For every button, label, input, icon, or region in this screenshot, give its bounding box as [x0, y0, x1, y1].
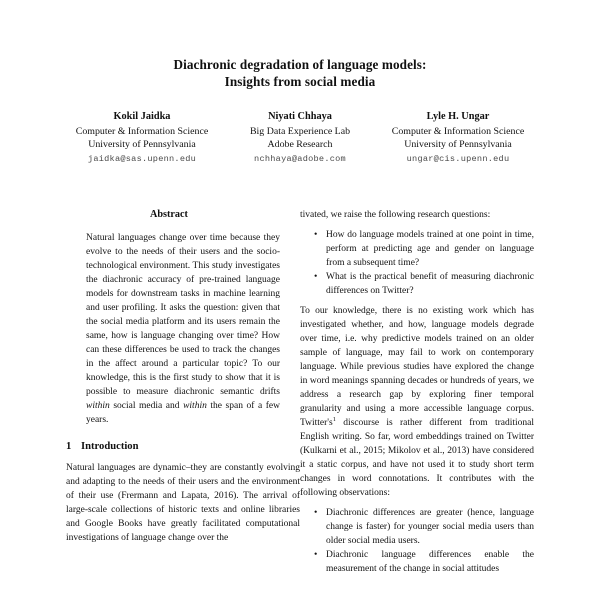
- author-email[interactable]: jaidka@sas.upenn.edu: [87, 153, 197, 164]
- related-work-text-2: discourse is rather different from traditional English writing. So far, word embeddings trained on Twitter (Kulkarni et al., 2015; Mikolov et al., 2013) have considered it a static corpus, and have not used it to study short term changes in word connotations. It contributes with the following observations:: [300, 418, 534, 498]
- list-item: [314, 506, 534, 548]
- abstract-text-2: social media and: [109, 401, 184, 411]
- left-column: [66, 208, 300, 600]
- abstract-paragraph: [86, 231, 280, 427]
- author-name: Kokil Jaidka: [113, 111, 171, 122]
- bullet-icon: •: [314, 550, 318, 560]
- author-entry: [230, 110, 370, 167]
- related-work-text-1: To our knowledge, there is no existing work which has investigated whether, and how, language models degrade over time, i.e. why predictive models trained on an older sample of language, may fail to work on contemporary language. While previous studies have explored the change in word meanings spanning decades or hundreds of years, we address a research gap by exploring finer temporal granularity and using a more accessible language corpus. Twitter's: [300, 306, 534, 428]
- author-entry: [54, 110, 230, 167]
- title-line-1: Diachronic degradation of language models:: [173, 57, 427, 72]
- bullet-icon: •: [314, 230, 318, 240]
- author-affiliation: Big Data Experience Lab: [249, 125, 351, 137]
- abstract-text-3: the span of a few years.: [86, 401, 281, 425]
- research-questions-list: [300, 228, 534, 298]
- section-title: Introduction: [81, 441, 139, 452]
- author-name: Niyati Chhaya: [268, 111, 332, 122]
- list-item-text: What is the practical benefit of measuring diachronic differences on Twitter?: [326, 272, 534, 296]
- related-work-paragraph: [300, 304, 534, 500]
- body-columns: [0, 208, 600, 600]
- bullet-icon: •: [314, 508, 318, 518]
- author-email[interactable]: nchhaya@adobe.com: [254, 153, 346, 164]
- abstract-italic-1: within: [86, 401, 110, 411]
- title-line-2: Insights from social media: [224, 74, 376, 89]
- introduction-paragraph: Natural languages are dynamic–they are constantly evolving and adapting to the needs of their users and the environment of their use (Frermann and Lapata, 2016). The arrival of large-scale collections of historic texts and online libraries and Google Books have greatly facilitated computational investigations of language change over the: [66, 463, 300, 543]
- abstract-heading: Abstract: [150, 209, 188, 220]
- page-title: [66, 56, 534, 90]
- right-column: [300, 208, 534, 600]
- list-item: [314, 548, 534, 576]
- author-institution: Adobe Research: [267, 139, 333, 151]
- author-affiliation: Computer & Information Science: [75, 125, 209, 137]
- author-institution: University of Pennsylvania: [88, 139, 196, 151]
- list-item: [314, 228, 534, 270]
- abstract-italic-2: within: [183, 401, 207, 411]
- section-number: 1: [66, 441, 72, 452]
- bullet-icon: •: [314, 272, 318, 282]
- list-item-text: Diachronic differences are greater (hence, language change is faster) for younger social media users than older social media users.: [326, 508, 534, 546]
- author-name: Lyle H. Ungar: [426, 111, 490, 122]
- footnote-marker[interactable]: 1: [332, 415, 336, 423]
- observations-list: [300, 506, 534, 576]
- list-item-text: Diachronic language differences enable the measurement of the change in social attitudes: [326, 550, 534, 574]
- list-item: [314, 270, 534, 298]
- research-questions-lead: tivated, we raise the following research questions:: [300, 210, 491, 220]
- section-heading-introduction: [66, 440, 300, 454]
- author-entry: [370, 110, 546, 167]
- author-block: [0, 90, 600, 167]
- title-block: [0, 0, 600, 90]
- author-affiliation: Computer & Information Science: [391, 125, 525, 137]
- author-institution: University of Pennsylvania: [404, 139, 512, 151]
- abstract-body: [86, 231, 280, 427]
- abstract-text-1: Natural languages change over time because they evolve to the needs of their users and the socio-technological environment. This study investigates the diachronic accuracy of pre-trained language models for downstream tasks in machine learning and user profiling. It asks the question: given that the social media platform and its users remain the same, how is language changing over time? How can these differences be used to track the changes in the affect around a particular topic? To our knowledge, this is the first study to show that it is possible to measure diachronic semantic drifts: [86, 233, 280, 397]
- list-item-text: How do language models trained at one point in time, perform at predicting age and gender on language from a subsequent time?: [326, 230, 534, 268]
- author-email[interactable]: ungar@cis.upenn.edu: [406, 153, 510, 164]
